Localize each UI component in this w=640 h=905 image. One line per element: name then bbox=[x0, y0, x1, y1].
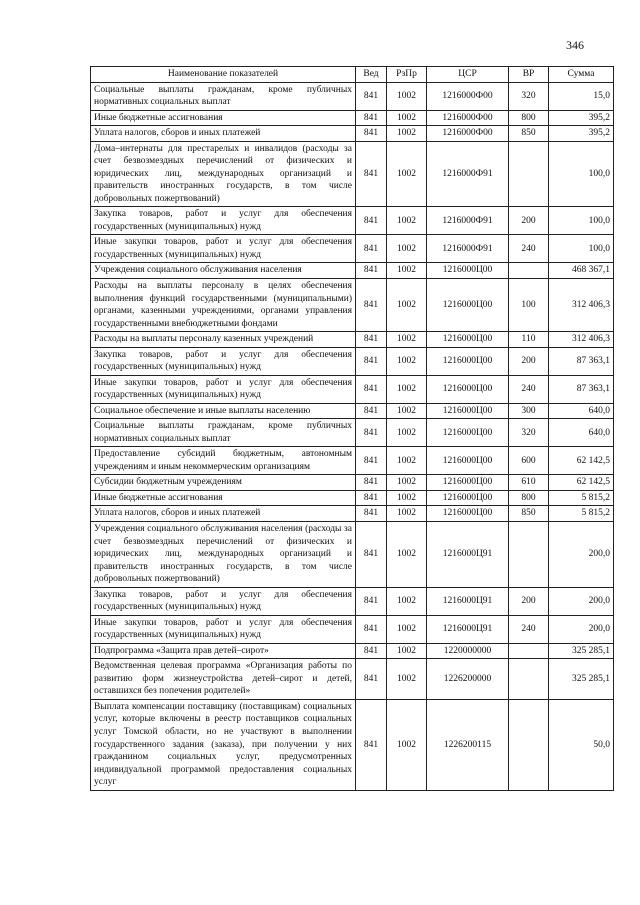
cell-rzpr: 1002 bbox=[387, 126, 427, 142]
cell-sum: 5 815,2 bbox=[549, 490, 614, 506]
table-row bbox=[91, 522, 614, 588]
cell-rzpr: 1002 bbox=[387, 207, 427, 235]
cell-csr: 1220000000 bbox=[427, 643, 509, 659]
cell-vr: 200 bbox=[509, 587, 549, 615]
table-row bbox=[91, 506, 614, 522]
cell-rzpr: 1002 bbox=[387, 82, 427, 110]
cell-ved: 841 bbox=[356, 522, 387, 588]
table-row bbox=[91, 263, 614, 279]
table-row bbox=[91, 419, 614, 447]
table-row bbox=[91, 699, 614, 790]
table-row bbox=[91, 126, 614, 142]
cell-ved: 841 bbox=[356, 475, 387, 491]
cell-name: Подпрограмма «Защита прав детей–сирот» bbox=[91, 643, 356, 659]
table-row bbox=[91, 447, 614, 475]
cell-rzpr: 1002 bbox=[387, 699, 427, 790]
table-row bbox=[91, 332, 614, 348]
cell-name: Расходы на выплаты персоналу казенных учреждений bbox=[91, 332, 356, 348]
table-body bbox=[91, 82, 614, 790]
cell-sum: 395,2 bbox=[549, 110, 614, 126]
cell-name: Субсидии бюджетным учреждениям bbox=[91, 475, 356, 491]
cell-vr bbox=[509, 522, 549, 588]
cell-sum: 640,0 bbox=[549, 403, 614, 419]
cell-ved: 841 bbox=[356, 699, 387, 790]
cell-name: Иные бюджетные ассигнования bbox=[91, 490, 356, 506]
cell-vr: 850 bbox=[509, 126, 549, 142]
cell-csr: 1216000Ц00 bbox=[427, 347, 509, 375]
cell-vr bbox=[509, 263, 549, 279]
table-row bbox=[91, 82, 614, 110]
cell-ved: 841 bbox=[356, 403, 387, 419]
cell-vr: 800 bbox=[509, 490, 549, 506]
cell-sum: 200,0 bbox=[549, 522, 614, 588]
table-row bbox=[91, 141, 614, 207]
cell-name: Иные закупки товаров, работ и услуг для обеспечения государственных (муниципальных) нужд bbox=[91, 235, 356, 263]
table-row bbox=[91, 403, 614, 419]
cell-vr: 610 bbox=[509, 475, 549, 491]
cell-vr: 800 bbox=[509, 110, 549, 126]
cell-rzpr: 1002 bbox=[387, 490, 427, 506]
table-row bbox=[91, 475, 614, 491]
cell-name: Социальные выплаты гражданам, кроме публичных нормативных социальных выплат bbox=[91, 419, 356, 447]
cell-name: Предоставление субсидий бюджетным, автономным учреждениям и иным некоммерческим организациям bbox=[91, 447, 356, 475]
cell-name: Выплата компенсации поставщику (поставщикам) социальных услуг, которые включены в реестр поставщиков социальных услуг Томской области, но не участвуют в выполнении государственного задания (заказа), при получении у них гражданином социальных услуг, предусмотренных индивидуальной программой предоставления социальных услуг bbox=[91, 699, 356, 790]
header-vr: ВР bbox=[509, 67, 549, 83]
table-row bbox=[91, 490, 614, 506]
cell-sum: 200,0 bbox=[549, 615, 614, 643]
cell-ved: 841 bbox=[356, 643, 387, 659]
cell-ved: 841 bbox=[356, 506, 387, 522]
budget-table bbox=[90, 66, 614, 791]
cell-rzpr: 1002 bbox=[387, 110, 427, 126]
cell-csr: 1216000Ц00 bbox=[427, 506, 509, 522]
cell-vr bbox=[509, 699, 549, 790]
cell-sum: 395,2 bbox=[549, 126, 614, 142]
cell-rzpr: 1002 bbox=[387, 141, 427, 207]
cell-csr: 1216000Ц00 bbox=[427, 447, 509, 475]
cell-ved: 841 bbox=[356, 659, 387, 700]
cell-csr: 1216000Ф00 bbox=[427, 82, 509, 110]
table-header-row bbox=[91, 67, 614, 83]
cell-vr: 240 bbox=[509, 375, 549, 403]
cell-ved: 841 bbox=[356, 332, 387, 348]
page-number: 346 bbox=[566, 38, 584, 52]
cell-vr: 100 bbox=[509, 278, 549, 331]
cell-vr: 200 bbox=[509, 347, 549, 375]
cell-name: Ведомственная целевая программа «Организация работы по развитию форм жизнеустройства детей–сирот и детей, оставшихся без попечения родителей» bbox=[91, 659, 356, 700]
cell-csr: 1216000Ц00 bbox=[427, 403, 509, 419]
cell-sum: 5 815,2 bbox=[549, 506, 614, 522]
cell-csr: 1216000Ф91 bbox=[427, 207, 509, 235]
cell-ved: 841 bbox=[356, 375, 387, 403]
cell-vr: 200 bbox=[509, 207, 549, 235]
cell-csr: 1216000Ц91 bbox=[427, 615, 509, 643]
cell-name: Социальные выплаты гражданам, кроме публичных нормативных социальных выплат bbox=[91, 82, 356, 110]
cell-name: Учреждения социального обслуживания населения (расходы за счет безвозмездных перечислений от физических и юридических лиц, международных организаций и правительств иностранных государств, в том числе добровольных пожертвований) bbox=[91, 522, 356, 588]
cell-csr: 1216000Ф00 bbox=[427, 110, 509, 126]
cell-ved: 841 bbox=[356, 587, 387, 615]
cell-name: Закупка товаров, работ и услуг для обеспечения государственных (муниципальных) нужд bbox=[91, 587, 356, 615]
table-row bbox=[91, 375, 614, 403]
table-row bbox=[91, 207, 614, 235]
cell-rzpr: 1002 bbox=[387, 263, 427, 279]
cell-ved: 841 bbox=[356, 490, 387, 506]
cell-ved: 841 bbox=[356, 141, 387, 207]
cell-name: Иные бюджетные ассигнования bbox=[91, 110, 356, 126]
cell-sum: 100,0 bbox=[549, 235, 614, 263]
cell-name: Закупка товаров, работ и услуг для обеспечения государственных (муниципальных) нужд bbox=[91, 207, 356, 235]
cell-sum: 15,0 bbox=[549, 82, 614, 110]
cell-ved: 841 bbox=[356, 615, 387, 643]
cell-ved: 841 bbox=[356, 278, 387, 331]
cell-sum: 200,0 bbox=[549, 587, 614, 615]
cell-rzpr: 1002 bbox=[387, 587, 427, 615]
cell-csr: 1216000Ф00 bbox=[427, 126, 509, 142]
cell-rzpr: 1002 bbox=[387, 347, 427, 375]
cell-vr: 320 bbox=[509, 82, 549, 110]
cell-sum: 312 406,3 bbox=[549, 332, 614, 348]
cell-rzpr: 1002 bbox=[387, 447, 427, 475]
cell-rzpr: 1002 bbox=[387, 332, 427, 348]
cell-sum: 468 367,1 bbox=[549, 263, 614, 279]
cell-rzpr: 1002 bbox=[387, 615, 427, 643]
cell-rzpr: 1002 bbox=[387, 506, 427, 522]
cell-vr bbox=[509, 643, 549, 659]
cell-rzpr: 1002 bbox=[387, 643, 427, 659]
cell-sum: 62 142,5 bbox=[549, 447, 614, 475]
cell-ved: 841 bbox=[356, 263, 387, 279]
cell-ved: 841 bbox=[356, 235, 387, 263]
cell-csr: 1216000Ф91 bbox=[427, 235, 509, 263]
cell-csr: 1216000Ц00 bbox=[427, 332, 509, 348]
cell-vr: 600 bbox=[509, 447, 549, 475]
cell-rzpr: 1002 bbox=[387, 522, 427, 588]
cell-name: Закупка товаров, работ и услуг для обеспечения государственных (муниципальных) нужд bbox=[91, 347, 356, 375]
cell-name: Расходы на выплаты персоналу в целях обеспечения выполнения функций государственными (муниципальными) органами, казенными учреждениями, органами управления государственными внебюджетными фондами bbox=[91, 278, 356, 331]
header-ved: Вед bbox=[356, 67, 387, 83]
table-row bbox=[91, 235, 614, 263]
header-csr: ЦСР bbox=[427, 67, 509, 83]
cell-ved: 841 bbox=[356, 126, 387, 142]
cell-rzpr: 1002 bbox=[387, 659, 427, 700]
cell-name: Уплата налогов, сборов и иных платежей bbox=[91, 126, 356, 142]
table-row bbox=[91, 587, 614, 615]
cell-vr bbox=[509, 141, 549, 207]
cell-csr: 1216000Ц00 bbox=[427, 475, 509, 491]
cell-csr: 1216000Ц00 bbox=[427, 375, 509, 403]
cell-csr: 1216000Ф91 bbox=[427, 141, 509, 207]
table-row bbox=[91, 110, 614, 126]
cell-rzpr: 1002 bbox=[387, 403, 427, 419]
cell-name: Учреждения социального обслуживания населения bbox=[91, 263, 356, 279]
cell-vr: 850 bbox=[509, 506, 549, 522]
cell-csr: 1216000Ц00 bbox=[427, 263, 509, 279]
header-rzpr: РзПр bbox=[387, 67, 427, 83]
cell-csr: 1216000Ц00 bbox=[427, 490, 509, 506]
cell-name: Иные закупки товаров, работ и услуг для обеспечения государственных (муниципальных) нужд bbox=[91, 615, 356, 643]
cell-sum: 100,0 bbox=[549, 141, 614, 207]
cell-ved: 841 bbox=[356, 347, 387, 375]
cell-rzpr: 1002 bbox=[387, 419, 427, 447]
cell-csr: 1216000Ц91 bbox=[427, 587, 509, 615]
cell-sum: 87 363,1 bbox=[549, 375, 614, 403]
cell-rzpr: 1002 bbox=[387, 278, 427, 331]
cell-vr: 320 bbox=[509, 419, 549, 447]
cell-sum: 100,0 bbox=[549, 207, 614, 235]
cell-name: Иные закупки товаров, работ и услуг для обеспечения государственных (муниципальных) нужд bbox=[91, 375, 356, 403]
table-row bbox=[91, 347, 614, 375]
cell-rzpr: 1002 bbox=[387, 235, 427, 263]
cell-vr bbox=[509, 659, 549, 700]
cell-ved: 841 bbox=[356, 110, 387, 126]
cell-rzpr: 1002 bbox=[387, 375, 427, 403]
cell-csr: 1216000Ц00 bbox=[427, 278, 509, 331]
cell-sum: 50,0 bbox=[549, 699, 614, 790]
cell-sum: 87 363,1 bbox=[549, 347, 614, 375]
cell-name: Уплата налогов, сборов и иных платежей bbox=[91, 506, 356, 522]
table-row bbox=[91, 615, 614, 643]
cell-sum: 325 285,1 bbox=[549, 643, 614, 659]
cell-ved: 841 bbox=[356, 419, 387, 447]
cell-sum: 325 285,1 bbox=[549, 659, 614, 700]
cell-csr: 1226200115 bbox=[427, 699, 509, 790]
cell-ved: 841 bbox=[356, 207, 387, 235]
cell-ved: 841 bbox=[356, 447, 387, 475]
cell-sum: 62 142,5 bbox=[549, 475, 614, 491]
header-name: Наименование показателей bbox=[91, 67, 356, 83]
cell-csr: 1216000Ц00 bbox=[427, 419, 509, 447]
cell-vr: 110 bbox=[509, 332, 549, 348]
header-sum: Сумма bbox=[549, 67, 614, 83]
cell-csr: 1216000Ц91 bbox=[427, 522, 509, 588]
cell-name: Социальное обеспечение и иные выплаты населению bbox=[91, 403, 356, 419]
cell-sum: 640,0 bbox=[549, 419, 614, 447]
cell-vr: 240 bbox=[509, 235, 549, 263]
cell-vr: 240 bbox=[509, 615, 549, 643]
cell-rzpr: 1002 bbox=[387, 475, 427, 491]
table-row bbox=[91, 643, 614, 659]
cell-csr: 1226200000 bbox=[427, 659, 509, 700]
cell-vr: 300 bbox=[509, 403, 549, 419]
cell-sum: 312 406,3 bbox=[549, 278, 614, 331]
table-row bbox=[91, 278, 614, 331]
table-row bbox=[91, 659, 614, 700]
cell-name: Дома–интернаты для престарелых и инвалидов (расходы за счет безвозмездных перечислений от физических и юридических лиц, международных организаций и правительств иностранных государств, в том числе добровольных пожертвований) bbox=[91, 141, 356, 207]
cell-ved: 841 bbox=[356, 82, 387, 110]
